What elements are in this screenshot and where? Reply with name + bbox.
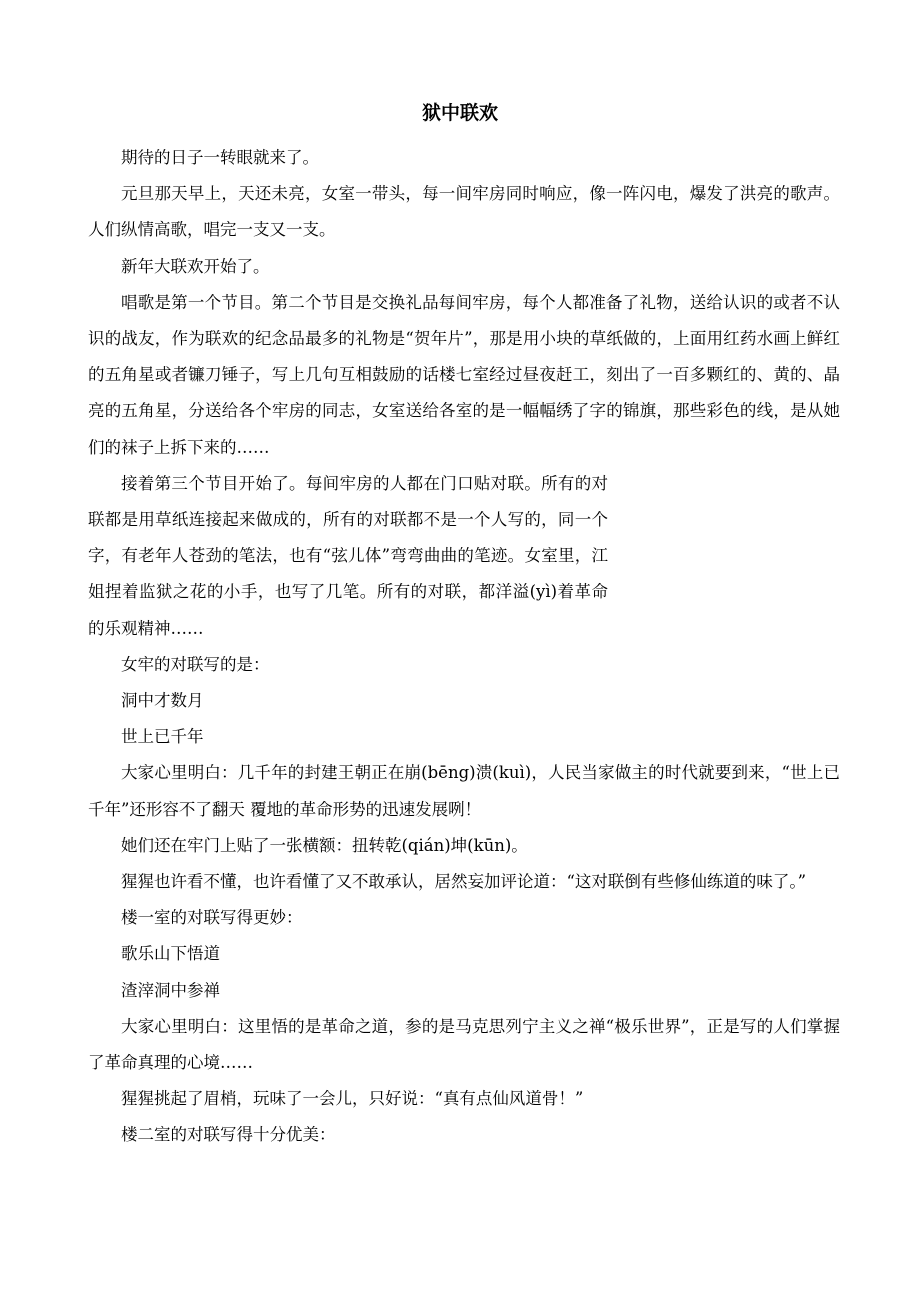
paragraph: 大家心里明白：几千年的封建王朝正在崩(bēng)溃(kuì)，人民当家做主的时代就要到来，“世上已千年”还形容不了翻天 覆地的革命形势的迅速发展咧！ [88, 763, 840, 819]
paragraph: 楼二室的对联写得十分优美： [121, 1125, 336, 1145]
document-title: 狱中联欢 [421, 102, 498, 124]
document-body [88, 140, 840, 1154]
paragraph: 新年大联欢开始了。 [121, 256, 270, 276]
couplet-line: 歌乐山下悟道 [121, 944, 220, 964]
paragraph: 期待的日子一转眼就来了。 [121, 148, 319, 167]
paragraph: 猩猩也许看不懂，也许看懂了又不敢承认，居然妄加评论道：“这对联倒有些修仙练道的味了。” [121, 872, 807, 892]
paragraph: 她们还在牢门上贴了一张横额：扭转乾(qián)坤(kūn)。 [121, 835, 528, 855]
paragraph: 唱歌是第一个节目。第二个节目是交换礼品每间牢房，每个人都准备了礼物，送给认识的或者不认识的战友，作为联欢的纪念品最多的礼物是“贺年片”，那是用小块的草纸做的，上面用红药水画上鲜红的五角星或者镰刀锤子，写上几句互相鼓励的话楼七室经过昼夜赶工，刻出了一百多颗红的、黄的、晶亮的五角星，分送给各个牢房的同志，女室送给各室的是一幅幅绣了字的锦旗，那些彩色的线，是从她们的袜子上拆下来的…… [88, 292, 840, 457]
paragraph: 大家心里明白：这里悟的是革命之道，参的是马克思列宁主义之禅“极乐世界”，正是写的人们掌握了革命真理的心境…… [88, 1016, 840, 1073]
paragraph: 女牢的对联写的是： [121, 654, 270, 674]
paragraph: 猩猩挑起了眉梢，玩味了一会儿，只好说：“真有点仙风道骨！” [121, 1089, 584, 1109]
paragraph: 楼一室的对联写得更妙： [121, 908, 303, 928]
couplet-line: 渣滓洞中参禅 [121, 980, 220, 1000]
couplet-line: 洞中才数月 [121, 691, 204, 711]
paragraph: 接着第三个节目开始了。每间牢房的人都在门口贴对联。所有的对联都是用草纸连接起来做成的，所有的对联都不是一个人写的，同一个字，有老年人苍劲的笔法，也有“弦儿体”弯弯曲曲的笔迹。女室里，江姐捏着监狱之花的小手，也写了几笔。所有的对联，都洋溢(yì)着革命的乐观精神…… [88, 473, 608, 638]
paragraph: 元旦那天早上，天还未亮，女室一带头，每一间牢房同时响应，像一阵闪电，爆发了洪亮的歌声。人们纵情高歌，唱完一支又一支。 [88, 184, 840, 240]
couplet-line: 世上已千年 [121, 727, 204, 747]
